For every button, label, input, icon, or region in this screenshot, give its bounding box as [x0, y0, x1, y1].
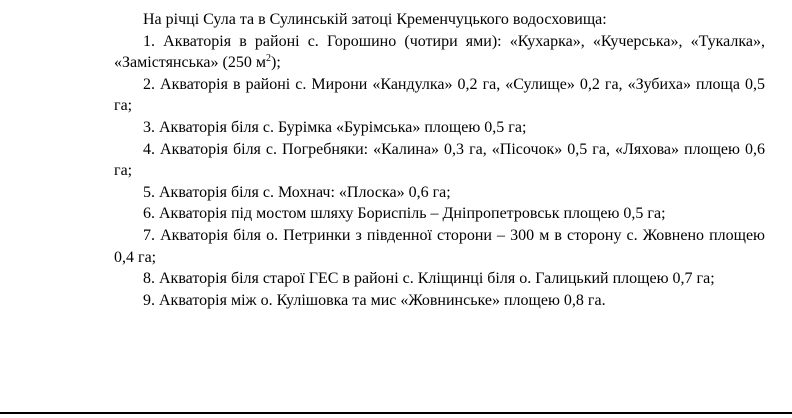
list-item-5: 5. Акваторія біля с. Мохнач: «Плоска» 0,6 га;	[143, 183, 451, 201]
superscript-2: 2	[265, 53, 271, 65]
list-item-1-text: 1. Акваторія в районі с. Горошино (чотири ями): «Кухарка», «Кучерська», «Тукалка», «Замістянська» (250 м	[114, 32, 765, 72]
list-item-9: 9. Акваторія між о. Кулішовка та мис «Жовнинське» площею 0,8 га.	[143, 291, 606, 309]
list-item-3: 3. Акваторія біля с. Бурімка «Бурімська» площею 0,5 га;	[143, 118, 527, 136]
list-item-6: 6. Акваторія під мостом шляху Бориспіль – Дніпропетровськ площею 0,5 га;	[143, 205, 666, 223]
list-item-8: 8. Акваторія біля старої ГЕС в районі с. Кліщинці біля о. Галицький площею 0,7 га;	[143, 270, 715, 288]
list-item-1	[114, 31, 765, 74]
document-body	[114, 9, 765, 311]
list-item-1-tail: );	[270, 54, 281, 72]
list-item-2: 2. Акваторія в районі с. Мирони «Кандулка» 0,2 га, «Сулище» 0,2 га, «Зубиха» площа 0,5 га;	[114, 75, 765, 115]
list-item-4: 4. Акваторія біля с. Погребняки: «Калина» 0,3 га, «Пісочок» 0,5 га, «Ляхова» площею 0,6 га;	[114, 140, 765, 180]
document-heading: На річці Сула та в Сулинській затоці Кременчуцького водосховища:	[143, 11, 607, 28]
page-bottom-divider	[0, 412, 792, 414]
list-item-7: 7. Акваторія біля о. Петринки з південної сторони – 300 м в сторону с. Жовнено площею 0,4 га;	[114, 226, 765, 266]
